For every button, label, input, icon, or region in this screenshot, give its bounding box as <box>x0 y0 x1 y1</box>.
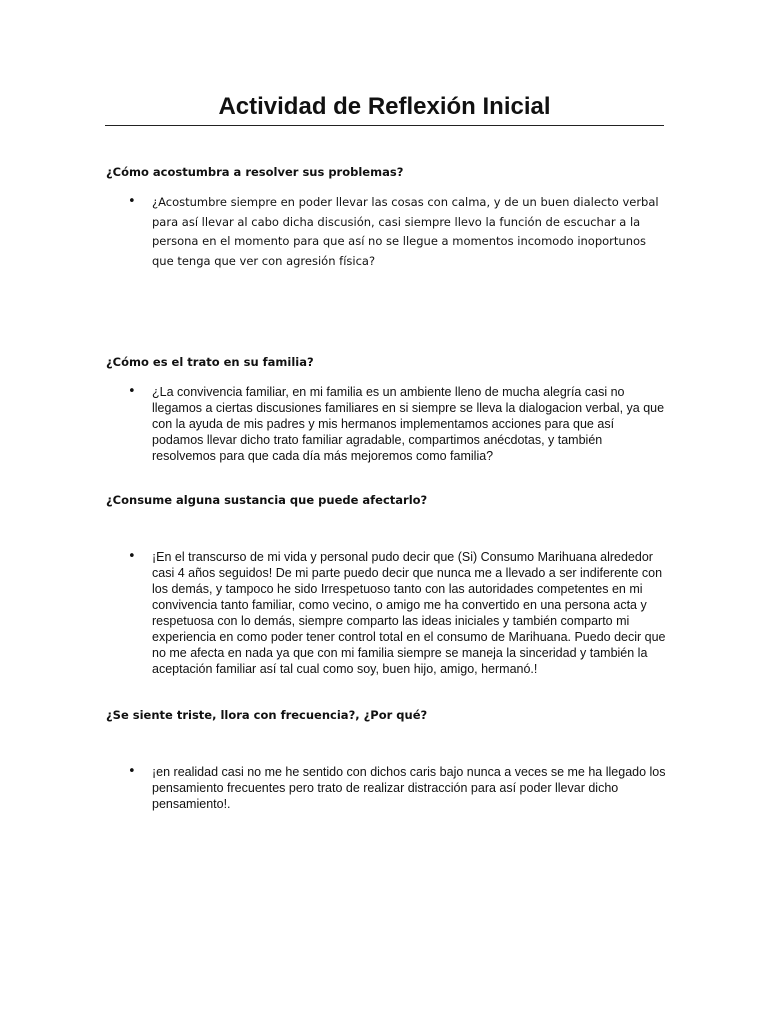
bullet-icon: • <box>128 764 136 779</box>
page-title: Actividad de Reflexión Inicial <box>218 93 551 120</box>
answer-3-text: ¡En el transcurso de mi vida y personal pudo decir que (Si) Consumo Marihuana alrededor casi 4 años seguidos! De mi parte puedo decir que nunca me a llevado a ser indiferente con los demás, y tampoco he sido Irrespetuoso tanto con las autoridades competentes en mi convivencia tanto familiar, como vecino, o amigo me ha convertido en una persona acta y respetuosa con lo demás, siempre comparto las ideas iniciales y también comparto mi experiencia en como poder tener control total en el consumo de Marihuana. Puedo decir que no me afecta en nada ya que con mi familia siempre se maneja la sinceridad y también la aceptación familiar así tal cual como soy, buen hijo, amigo, hermanó.! <box>152 550 666 676</box>
answer-4-text: ¡en realidad casi no me he sentido con dichos caris bajo nunca a veces se me ha llegado los pensamiento frecuentes pero trato de realizar distracción para así poder llevar dicho pensamiento!. <box>152 765 666 811</box>
answer-4 <box>128 764 668 812</box>
answer-2-text: ¿La convivencia familiar, en mi familia es un ambiente lleno de mucha alegría casi no llegamos a ciertas discusiones familiares en si siempre se lleva la dialogacion verbal, ya que con la ayuda de mis padres y mis hermanos implementamos acciones para que así podamos llevar dicho trato familiar agradable, compartimos anécdotas, y también resolvemos para que cada día más mejoremos como familia? <box>152 385 665 463</box>
answer-1-text: ¿Acostumbre siempre en poder llevar las cosas con calma, y de un buen dialecto verbal para así llevar al cabo dicha discusión, casi siempre llevo la función de escuchar a la persona en el momento para que así no se llegue a momentos incomodo inoportunos que tenga que ver con agresión física? <box>152 195 659 268</box>
bullet-icon: • <box>128 194 136 209</box>
question-1: ¿Cómo acostumbra a resolver sus problemas? <box>106 165 404 179</box>
answer-2 <box>128 384 668 464</box>
bullet-icon: • <box>128 384 136 399</box>
answer-1 <box>128 193 664 271</box>
question-3: ¿Consume alguna sustancia que puede afectarlo? <box>106 493 428 507</box>
question-2: ¿Cómo es el trato en su familia? <box>106 355 314 369</box>
title-divider <box>105 125 664 126</box>
question-4: ¿Se siente triste, llora con frecuencia?, ¿Por qué? <box>106 708 428 722</box>
answer-3 <box>128 549 668 677</box>
bullet-icon: • <box>128 549 136 564</box>
